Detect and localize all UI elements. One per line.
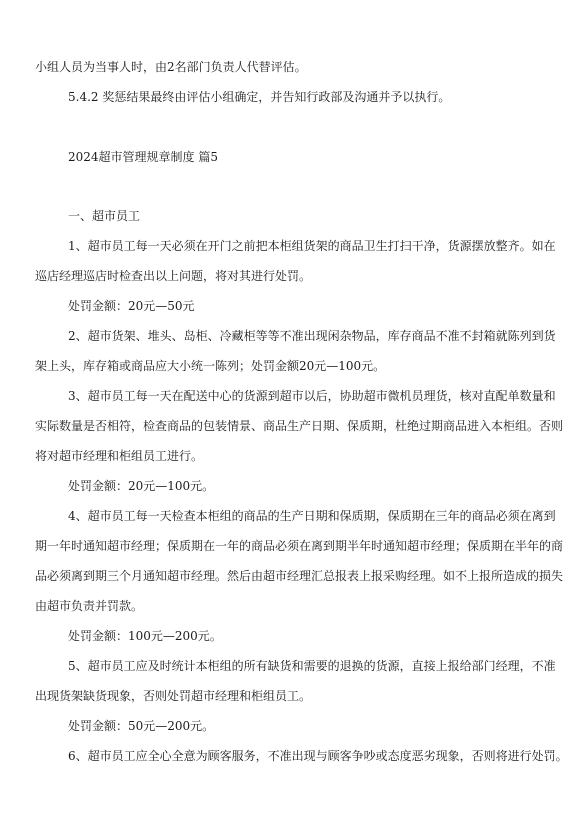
penalty-line: 处罚金额：50元—200元。 [68, 719, 215, 733]
paragraph-line: 小组人员为当事人时，由2名部门负责人代替评估。 [35, 60, 307, 74]
paragraph-line: 3、超市员工每一天在配送中心的货源到超市以后，协助超市微机员理货，核对直配单数量和 [68, 389, 556, 403]
paragraph-line: 6、超市员工应全心全意为顾客服务，不准出现与顾客争吵或态度恶劣现象，否则将进行处罚。 [68, 749, 568, 763]
penalty-line: 处罚金额：20元—50元 [68, 299, 195, 313]
paragraph-line: 将对超市经理和柜组员工进行。 [35, 449, 204, 463]
paragraph-line: 巡店经理巡店时检查出以上问题，将对其进行处罚。 [35, 269, 312, 283]
section-heading: 一、超市员工 [68, 209, 141, 223]
paragraph-line: 5.4.2 奖惩结果最终由评估小组确定，并告知行政部及沟通并予以执行。 [68, 90, 451, 104]
paragraph-line: 2、超市货架、堆头、岛柜、冷藏柜等等不准出现闲杂物品，库存商品不准不封箱就陈列到货 [68, 329, 556, 343]
paragraph-line: 1、超市员工每一天必须在开门之前把本柜组货架的商品卫生打扫干净，货源摆放整齐。如在 [68, 239, 556, 253]
paragraph-line: 品必须离到期三个月通知超市经理。然后由超市经理汇总报表上报采购经理。如不上报所造成的损失 [35, 569, 564, 583]
paragraph-line: 期一年时通知超市经理；保质期在一年的商品必须在离到期半年时通知超市经理；保质期在半年的商 [35, 539, 564, 553]
paragraph-line: 实际数量是否相符，检查商品的包装情景、商品生产日期、保质期，杜绝过期商品进入本柜组。否则 [35, 419, 564, 433]
paragraph-line: 4、超市员工每一天检查本柜组的商品的生产日期和保质期，保质期在三年的商品必须在离到 [68, 509, 556, 523]
paragraph-line: 由超市负责并罚款。 [35, 599, 144, 613]
penalty-line: 处罚金额：20元—100元。 [68, 479, 215, 493]
section-title: 2024超市管理规章制度 篇5 [68, 150, 218, 164]
paragraph-line: 5、超市员工应及时统计本柜组的所有缺货和需要的退换的货源，直接上报给部门经理，不准 [68, 659, 556, 673]
penalty-line: 处罚金额：100元—200元。 [68, 629, 222, 643]
paragraph-line: 出现货架缺货现象，否则处罚超市经理和柜组员工。 [35, 689, 312, 703]
paragraph-line: 架上头，库存箱或商品应大小统一陈列；处罚金额20元—100元。 [35, 359, 386, 373]
